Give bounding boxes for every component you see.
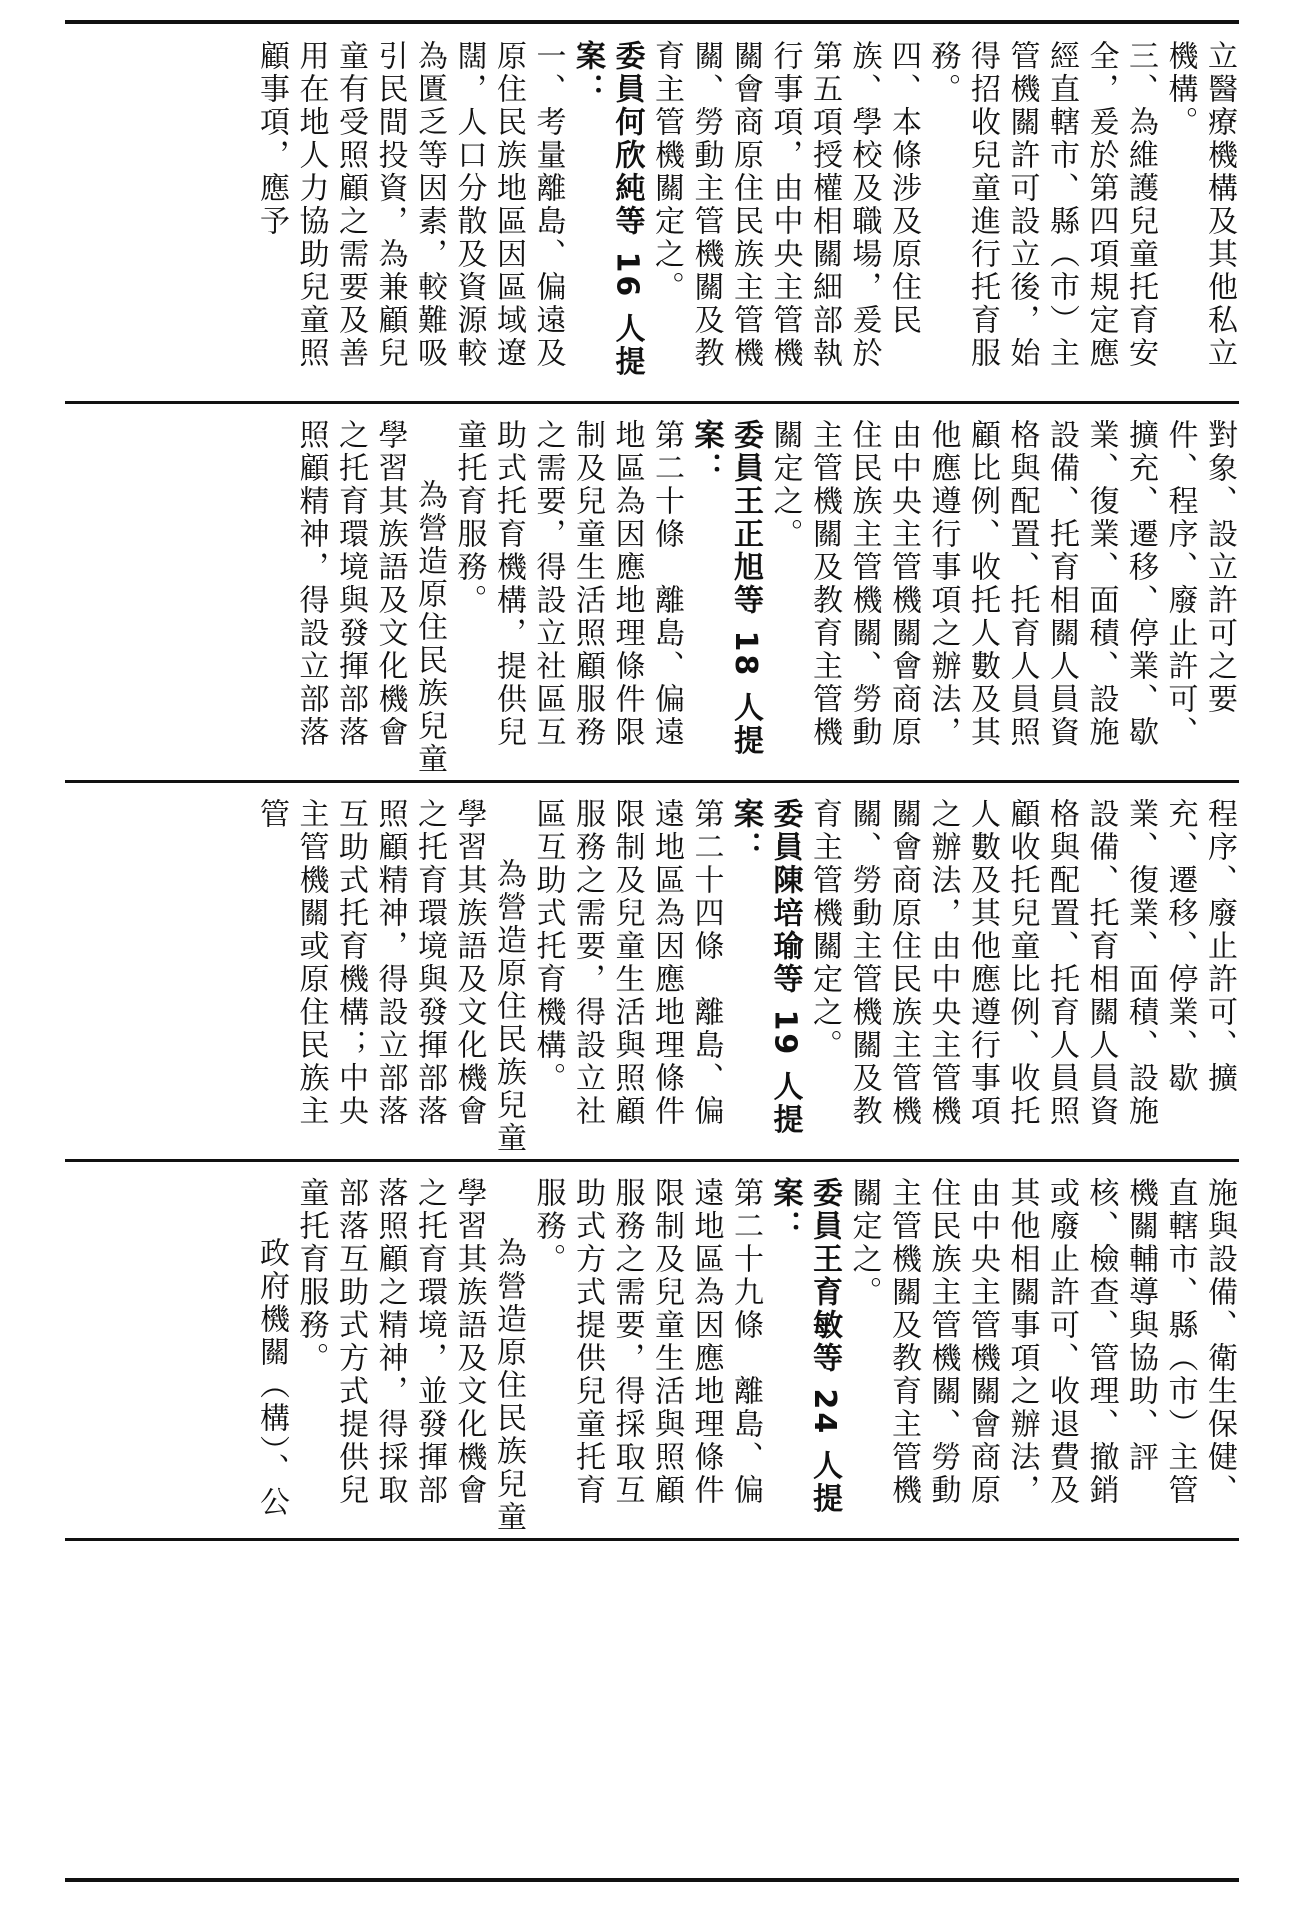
text-band-3: [65, 784, 1239, 1159]
proposal-heading: 委員何欣純等 16 人提案：: [570, 40, 645, 379]
paragraph: 立醫療機構及其他私立機構。: [1162, 40, 1237, 370]
paragraph: 一、考量離島、偏遠及原住民族地區因區域遼闊，人口分散及資源較為匱乏等因素，較難吸引民間投資，為兼顧兒童有受照顧之需要及善用在地人力協助兒童照顧事項，應予: [254, 40, 566, 370]
band-divider: [65, 1159, 1239, 1162]
paragraph: 第二十四條 離島、偏遠地區為因應地理條件限制及兒童生活與照顧服務之需要，得設立社區互助式托育機構。: [530, 798, 724, 1128]
band-2-text: [291, 405, 1239, 780]
paragraph: 第二十條 離島、偏遠地區為因應地理條件限制及兒童生活照顧服務之需要，得設立社區互助式托育機構，提供兒童托育服務。: [451, 419, 684, 749]
band-1-text: [252, 26, 1240, 401]
band-divider: [65, 1538, 1239, 1541]
bottom-rule: [65, 1878, 1239, 1882]
paragraph: 程序、廢止許可、擴充、遷移、停業、歇業、復業、面積、設施設備、托育相關人員資格與配置、托育人員照顧收托兒童比例、收托人數及其他應遵行事項之辦法，由中央主管機關會商原住民族主管機關、勞動主管機關及教育主管機關定之。: [807, 798, 1237, 1128]
paragraph: 施與設備、衛生保健、直轄市、縣（市）主管機關輔導與協助、評核、檢查、管理、撤銷或廢止許可、收退費及其他相關事項之辦法，由中央主管機關會商原住民族主管機關、勞動主管機關及教育主管機關定之。: [846, 1177, 1237, 1507]
text-band-2: [65, 405, 1239, 780]
band-divider: [65, 401, 1239, 404]
text-band-1: [65, 26, 1239, 401]
paragraph: 為營造原住民族兒童學習其族語及文化機會之托育環境與發揮部落照顧精神，得設立部落互助式托育機構；中央主管機關或原住民族主管: [254, 798, 526, 1155]
paragraph: 第二十九條 離島、偏遠地區為因應地理條件限制及兒童生活與照顧服務之需要，得採取互助式方式提供兒童托育服務。: [530, 1177, 763, 1507]
text-band-4: [65, 1163, 1239, 1538]
band-4-text: [252, 1163, 1240, 1538]
paragraph: 對象、設立許可之要件、程序、廢止許可、擴充、遷移、停業、歇業、復業、面積、設施設備、托育相關人員資格與配置、托育人員照顧比例、收托人數及其他應遵行事項之辦法，由中央主管機關會商原住民族主管機關、勞動主管機關及教育主管機關定之。: [767, 419, 1237, 749]
proposal-heading: 委員王育敏等 24 人提案：: [767, 1177, 842, 1516]
paragraph: 為營造原住民族兒童學習其族語及文化機會之托育環境與發揮部落照顧精神，得設立部落: [293, 419, 447, 776]
paragraph: 為營造原住民族兒童學習其族語及文化機會之托育環境，並發揮部落照顧之精神，得採取部落互助式方式提供兒童托育服務。: [293, 1177, 526, 1534]
proposal-heading: 委員王正旭等 18 人提案：: [688, 419, 763, 758]
paragraph: 政府機關（構）、公: [254, 1237, 289, 1519]
band-3-text: [252, 784, 1240, 1159]
paragraph: 四、本條涉及原住民族、學校及職場，爰於第五項授權相關細部執行事項，由中央主管機關會商原住民族主管機關、勞動主管機關及教育主管機關定之。: [649, 40, 921, 370]
proposal-heading: 委員陳培瑜等 19 人提案：: [728, 798, 803, 1137]
top-rule: [65, 20, 1239, 24]
band-divider: [65, 780, 1239, 783]
paragraph: 三、為維護兒童托育安全，爰於第四項規定應經直轄市、縣（市）主管機關許可設立後，始得招收兒童進行托育服務。: [925, 40, 1158, 370]
